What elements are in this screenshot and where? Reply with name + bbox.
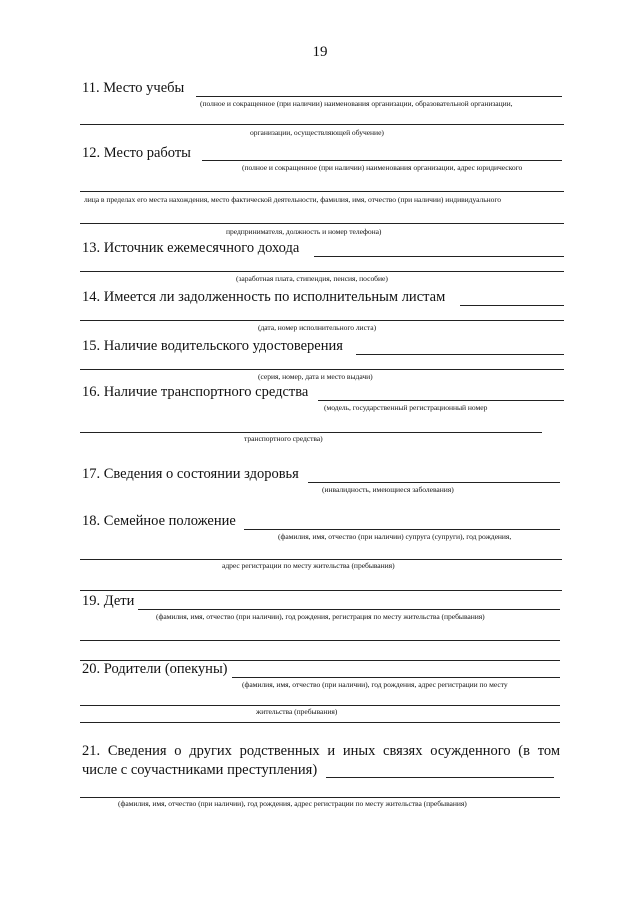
- study-place-caption: (полное и сокращенное (при наличии) наименования организации, образовательной организации,: [200, 99, 513, 108]
- work-place-line-2[interactable]: [80, 191, 564, 192]
- study-place-line-2[interactable]: [80, 124, 564, 125]
- debt-caption: (дата, номер исполнительного листа): [258, 323, 377, 332]
- parents-line-3[interactable]: [80, 722, 560, 723]
- vehicle-line-2[interactable]: [80, 432, 542, 433]
- work-place-line-3[interactable]: [80, 223, 564, 224]
- marital-status-line-2[interactable]: [80, 559, 562, 560]
- field-label-relations-cont: числе с соучастниками преступления): [82, 762, 318, 778]
- page-number: 19: [312, 44, 328, 60]
- marital-status-caption: (фамилия, имя, отчество (при наличии) супруга (супруги), год рождения,: [278, 532, 512, 541]
- children-line-2[interactable]: [80, 640, 560, 641]
- parents-line[interactable]: [232, 677, 560, 678]
- vehicle-caption-2: транспортного средства): [244, 434, 323, 443]
- relations-caption: (фамилия, имя, отчество (при наличии), год рождения, адрес регистрации по месту жительства (пребывания): [118, 799, 467, 808]
- children-line[interactable]: [138, 609, 560, 610]
- work-place-line[interactable]: [202, 160, 562, 161]
- income-line-2[interactable]: [80, 271, 564, 272]
- field-label-income: 13. Источник ежемесячного дохода: [82, 240, 300, 256]
- parents-line-2[interactable]: [80, 705, 560, 706]
- field-label-debt: 14. Имеется ли задолженность по исполнительным листам: [82, 289, 446, 305]
- vehicle-caption: (модель, государственный регистрационный номер: [324, 403, 488, 412]
- marital-status-line-3[interactable]: [80, 590, 562, 591]
- income-caption: (заработная плата, стипендия, пенсия, пособие): [236, 274, 388, 283]
- driver-license-caption: (серия, номер, дата и место выдачи): [258, 372, 373, 381]
- parents-caption: (фамилия, имя, отчество (при наличии), год рождения, адрес регистрации по месту: [242, 680, 508, 689]
- income-line[interactable]: [314, 256, 564, 257]
- marital-status-line[interactable]: [244, 529, 560, 530]
- debt-line-2[interactable]: [80, 320, 564, 321]
- field-label-children: 19. Дети: [82, 593, 135, 609]
- vehicle-line[interactable]: [318, 400, 564, 401]
- work-place-caption: (полное и сокращенное (при наличии) наименования организации, адрес юридического: [242, 163, 523, 172]
- driver-license-line-2[interactable]: [80, 369, 564, 370]
- field-label-parents: 20. Родители (опекуны): [82, 661, 228, 677]
- marital-status-caption-2: адрес регистрации по месту жительства (пребывания): [222, 561, 395, 570]
- children-caption: (фамилия, имя, отчество (при наличии), год рождения, регистрация по месту жительства (пребывания): [156, 612, 485, 621]
- field-label-driver-license: 15. Наличие водительского удостоверения: [82, 338, 343, 354]
- work-place-caption-3: предпринимателя, должность и номер телефона): [226, 227, 382, 236]
- field-label-marital-status: 18. Семейное положение: [82, 513, 236, 529]
- field-label-work-place: 12. Место работы: [82, 145, 191, 161]
- relations-line-2[interactable]: [80, 797, 560, 798]
- work-place-caption-2: лица в пределах его места нахождения, место фактической деятельности, фамилия, имя, отчество (при наличии) индивидуального: [84, 195, 502, 204]
- relations-line[interactable]: [326, 777, 554, 778]
- field-label-relations: 21. Сведения о других родственных и иных связях осужденного (в том: [82, 743, 560, 759]
- debt-line[interactable]: [460, 305, 564, 306]
- parents-caption-2: жительства (пребывания): [256, 707, 338, 716]
- field-label-health: 17. Сведения о состоянии здоровья: [82, 466, 299, 482]
- field-label-study-place: 11. Место учебы: [82, 80, 185, 96]
- field-label-vehicle: 16. Наличие транспортного средства: [82, 384, 309, 400]
- health-caption: (инвалидность, имеющиеся заболевания): [322, 485, 454, 494]
- health-line[interactable]: [308, 482, 560, 483]
- study-place-line[interactable]: [196, 96, 562, 97]
- study-place-caption-2: организации, осуществляющей обучение): [250, 128, 384, 137]
- driver-license-line[interactable]: [356, 354, 564, 355]
